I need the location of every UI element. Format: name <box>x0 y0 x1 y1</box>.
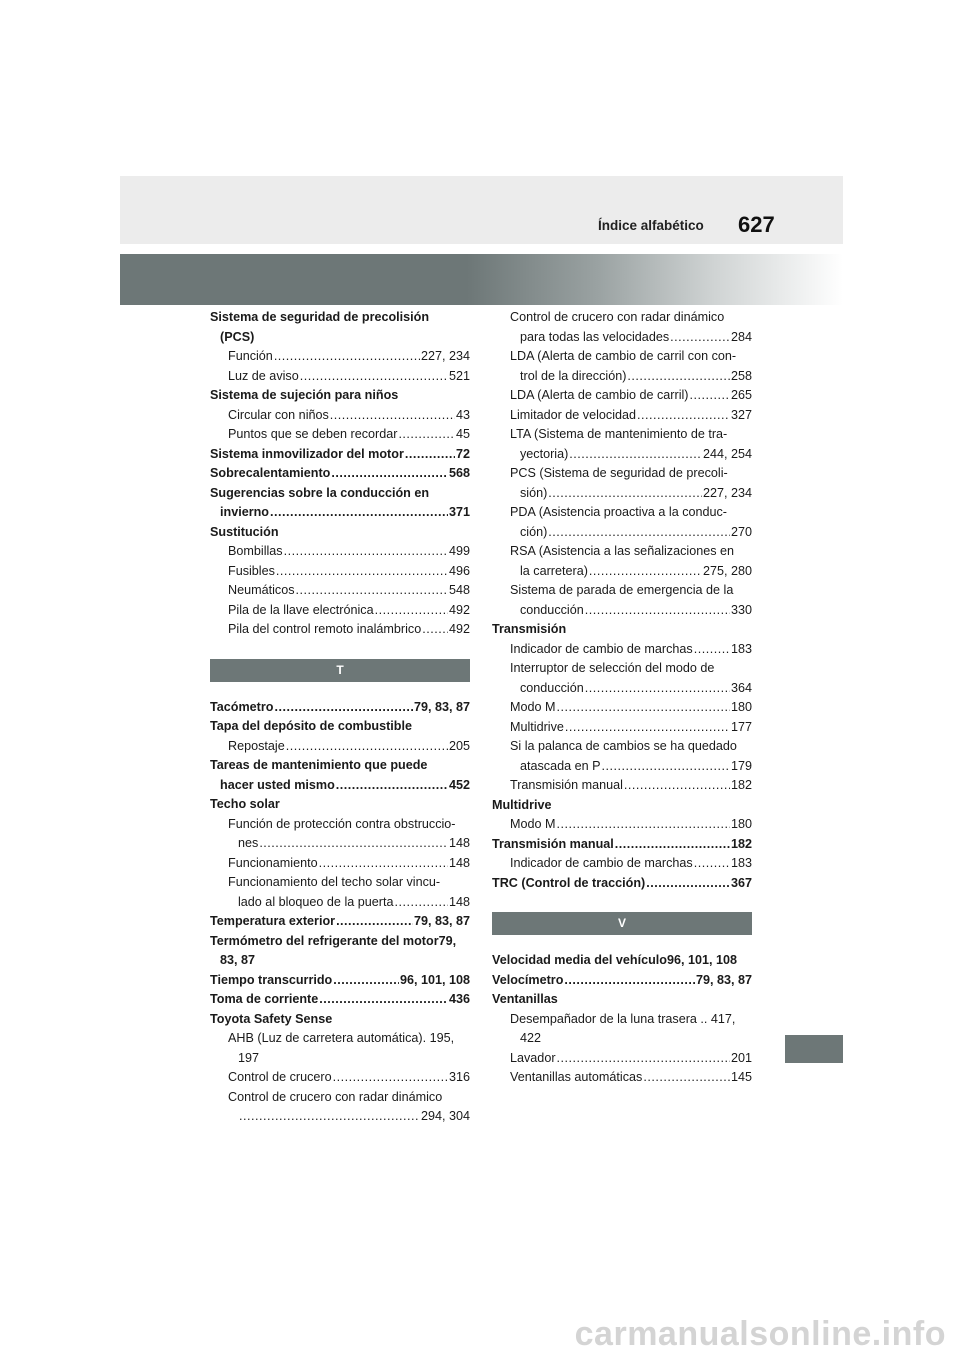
index-entry <box>210 717 470 737</box>
page-reference[interactable]: 177 <box>730 719 752 734</box>
index-entry <box>210 308 470 347</box>
dot-leader <box>336 912 413 932</box>
page-reference[interactable]: 201 <box>730 1050 752 1065</box>
dot-leader <box>557 698 730 718</box>
header-band <box>120 176 843 244</box>
entry-label: Luz de aviso <box>228 368 299 383</box>
entry-label: ción) <box>520 524 548 539</box>
index-subentry <box>492 1049 752 1069</box>
index-subentry <box>492 308 752 347</box>
index-entry <box>210 932 470 971</box>
index-subentry <box>210 406 470 426</box>
dot-leader <box>336 776 448 796</box>
page-reference[interactable]: 183 <box>730 856 752 870</box>
dot-leader <box>569 445 702 465</box>
entry-text: Multidrive <box>492 797 552 812</box>
entry-label: Neumáticos <box>228 583 295 597</box>
dot-leader <box>239 1107 420 1127</box>
entry-text: Sistema de parada de emergencia de la <box>510 583 734 597</box>
index-entry <box>492 971 752 991</box>
dot-leader <box>330 406 455 426</box>
dot-leader <box>333 971 399 991</box>
page-reference[interactable]: 436 <box>448 992 470 1006</box>
index-entry <box>210 698 470 718</box>
entry-label: Bombillas <box>228 544 283 558</box>
chapter-thumb-tab <box>785 1035 843 1063</box>
entry-text: Sistema de seguridad de precolisión <box>210 310 430 324</box>
page-reference[interactable]: 275, 280 <box>702 563 752 578</box>
index-subentry <box>492 659 752 698</box>
dot-leader <box>296 581 448 601</box>
entry-label: Funcionamiento <box>228 855 318 870</box>
dot-leader <box>259 834 448 854</box>
entry-text: 197 <box>238 1050 260 1065</box>
page-reference[interactable]: 179 <box>730 758 752 773</box>
dot-leader <box>565 718 730 738</box>
index-subentry <box>492 1068 752 1088</box>
dot-leader <box>624 776 730 796</box>
page-reference[interactable]: 244, 254 <box>702 446 752 461</box>
entry-label: trol de la dirección) <box>520 368 627 383</box>
page-reference[interactable]: 294, 304 <box>420 1109 470 1123</box>
dot-leader <box>375 601 448 621</box>
dot-leader <box>284 542 448 562</box>
entry-label: yectoria) <box>520 446 569 461</box>
index-entry <box>492 990 752 1010</box>
index-entry <box>210 795 470 815</box>
entry-label: la carretera) <box>520 563 588 578</box>
dot-leader <box>394 893 448 913</box>
index-entry <box>210 445 470 465</box>
index-entry <box>492 951 752 971</box>
entry-text: AHB (Luz de carretera automática). 195, <box>228 1031 455 1045</box>
index-subentry <box>492 464 752 503</box>
chapter-gradient-bar <box>120 254 843 305</box>
watermark-text: carmanualsonline.info <box>574 1315 946 1353</box>
page-reference[interactable]: 548 <box>448 583 470 597</box>
index-subentry <box>492 854 752 874</box>
page-reference[interactable]: 330 <box>730 602 752 617</box>
entry-label: Indicador de cambio de marchas <box>510 641 693 656</box>
entry-text: (PCS) <box>220 329 255 344</box>
page-reference[interactable]: 258 <box>730 368 752 383</box>
entry-label: nes <box>238 836 259 850</box>
page-reference[interactable]: 180 <box>730 817 752 831</box>
entry-label: invierno <box>220 505 269 519</box>
entry-text: Toyota Safety Sense <box>210 1011 333 1026</box>
index-subentry <box>210 815 470 854</box>
page-reference[interactable]: 499 <box>448 544 470 558</box>
index-subentry <box>210 347 470 367</box>
entry-text: Sustitución <box>210 524 279 539</box>
entry-label: Pila de la llave electrónica <box>228 602 374 617</box>
entry-label: Modo M <box>510 817 556 831</box>
index-entry <box>492 796 752 816</box>
dot-leader <box>627 367 730 387</box>
page-reference[interactable]: 265 <box>730 388 752 402</box>
index-subentry <box>210 620 470 640</box>
dot-leader <box>557 1049 730 1069</box>
watermark <box>0 1312 960 1358</box>
page-reference[interactable]: 180 <box>730 700 752 714</box>
index-subentry <box>210 1029 470 1068</box>
dot-leader <box>585 601 730 621</box>
dot-leader <box>589 562 702 582</box>
entry-text: 422 <box>520 1031 542 1045</box>
entry-text: Transmisión <box>492 622 567 636</box>
dot-leader <box>615 835 730 855</box>
dot-leader <box>333 1068 448 1088</box>
index-subentry <box>210 854 470 874</box>
entry-label: Lavador <box>510 1050 556 1065</box>
entry-text: Tareas de mantenimiento que puede <box>210 758 428 772</box>
entry-label: Transmisión manual <box>510 778 623 792</box>
index-entry <box>210 756 470 795</box>
entry-text: Desempañador de la luna trasera .. 417, <box>510 1011 736 1026</box>
entry-label: Fusibles <box>228 563 275 578</box>
entry-label: conducción <box>520 602 584 617</box>
index-entry <box>210 1010 470 1030</box>
index-subentry <box>210 873 470 912</box>
entry-text: LDA (Alerta de cambio de carril con con- <box>510 349 737 363</box>
entry-text: 83, 87 <box>220 953 256 967</box>
dot-leader <box>602 757 730 777</box>
page-reference[interactable]: 270 <box>730 524 752 539</box>
entry-label: Indicador de cambio de marchas <box>510 856 693 870</box>
index-subentry <box>492 698 752 718</box>
dot-leader <box>637 406 730 426</box>
dot-leader <box>286 737 448 757</box>
entry-label: Control de crucero <box>228 1070 332 1084</box>
index-column-right <box>492 308 752 1088</box>
index-subentry <box>492 815 752 835</box>
entry-label: Velocímetro <box>492 972 564 987</box>
dot-leader <box>274 698 413 718</box>
index-entry <box>210 523 470 543</box>
entry-label: Sistema inmovilizador del motor <box>210 446 404 461</box>
page-reference[interactable]: 148 <box>448 894 470 909</box>
entry-label: conducción <box>520 680 584 695</box>
page-reference[interactable]: 327 <box>730 407 752 422</box>
page-reference[interactable]: 371 <box>448 505 470 519</box>
page-reference[interactable]: 145 <box>730 1070 752 1084</box>
page-reference[interactable]: 367 <box>730 875 752 890</box>
index-subentry <box>492 581 752 620</box>
page-reference[interactable]: 492 <box>448 622 470 636</box>
page-reference[interactable]: 227, 234 <box>420 349 470 363</box>
index-subentry <box>492 386 752 406</box>
page-reference[interactable]: 79, 83, 87 <box>413 699 470 714</box>
entry-label: Puntos que se deben recordar <box>228 427 398 441</box>
index-subentry <box>210 542 470 562</box>
index-subentry <box>492 718 752 738</box>
entry-label: Circular con niños <box>228 407 329 422</box>
entry-label: hacer usted mismo <box>220 777 335 792</box>
entry-text: Funcionamiento del techo solar vincu- <box>228 875 441 889</box>
dot-leader <box>694 640 730 660</box>
index-entry <box>210 386 470 406</box>
dot-leader <box>557 815 730 835</box>
dot-leader <box>646 874 730 894</box>
page-reference[interactable]: 79, 83, 87 <box>695 972 752 987</box>
index-subentry <box>492 640 752 660</box>
page-reference[interactable]: 182 <box>730 836 752 851</box>
index-subentry <box>492 406 752 426</box>
index-subentry <box>492 347 752 386</box>
entry-label: Toma de corriente <box>210 992 319 1006</box>
page-reference[interactable]: 521 <box>448 368 470 383</box>
dot-leader <box>564 971 695 991</box>
entry-text: Control de crucero con radar dinámico <box>228 1089 443 1104</box>
page-reference[interactable]: 568 <box>448 466 470 480</box>
dot-leader <box>276 562 448 582</box>
entry-label: lado al bloqueo de la puerta <box>238 894 394 909</box>
entry-text: Velocidad media del vehículo96, 101, 108 <box>492 953 737 967</box>
dot-leader <box>274 347 420 367</box>
entry-label: Función <box>228 349 273 363</box>
page-reference[interactable]: 284 <box>730 329 752 344</box>
entry-label: atascada en P <box>520 758 601 773</box>
index-entry <box>492 620 752 640</box>
page-reference[interactable]: 182 <box>730 778 752 792</box>
page-reference[interactable]: 183 <box>730 641 752 656</box>
dot-leader <box>643 1068 730 1088</box>
index-subentry <box>492 503 752 542</box>
entry-text: Ventanillas <box>492 992 558 1006</box>
entry-text: Interruptor de selección del modo de <box>510 661 715 675</box>
entry-label: Tacómetro <box>210 699 274 714</box>
index-entry <box>210 484 470 523</box>
dot-leader <box>331 464 448 484</box>
index-subentry <box>210 562 470 582</box>
dot-leader <box>548 484 702 504</box>
index-column-left <box>210 308 470 1127</box>
page-reference[interactable]: 227, 234 <box>702 485 752 500</box>
entry-label: LDA (Alerta de cambio de carril) <box>510 388 689 402</box>
dot-leader <box>319 990 448 1010</box>
dot-leader <box>398 425 455 445</box>
entry-label: Limitador de velocidad <box>510 407 637 422</box>
index-subentry <box>492 425 752 464</box>
entry-label: Modo M <box>510 700 556 714</box>
index-subentry <box>492 776 752 796</box>
page-reference[interactable]: 492 <box>448 602 470 617</box>
entry-text: Control de crucero con radar dinámico <box>510 310 725 324</box>
entry-text: Techo solar <box>210 797 280 811</box>
entry-label: sión) <box>520 485 548 500</box>
index-letter-header: T <box>210 659 470 682</box>
page-reference[interactable]: 148 <box>448 855 470 870</box>
page-reference[interactable]: 79, 83, 87 <box>413 914 470 928</box>
page-reference[interactable]: 148 <box>448 836 470 850</box>
dot-leader <box>405 445 455 465</box>
index-letter-header: V <box>492 912 752 935</box>
entry-text: Sistema de sujeción para niños <box>210 388 399 402</box>
index-entry <box>492 835 752 855</box>
index-entry <box>210 990 470 1010</box>
entry-text: PDA (Asistencia proactiva a la conduc- <box>510 505 727 519</box>
section-title: Índice alfabético <box>598 218 704 233</box>
entry-text: Sugerencias sobre la conducción en <box>210 485 430 500</box>
index-subentry <box>492 542 752 581</box>
entry-label: Transmisión manual <box>492 836 614 851</box>
index-entry <box>210 912 470 932</box>
index-entry <box>492 874 752 894</box>
dot-leader <box>319 854 448 874</box>
entry-label: Repostaje <box>228 738 285 753</box>
page-reference[interactable]: 364 <box>730 680 752 695</box>
entry-label: TRC (Control de tracción) <box>492 875 646 890</box>
entry-text: Termómetro del refrigerante del motor79, <box>210 933 457 948</box>
index-entry <box>210 464 470 484</box>
dot-leader <box>670 328 730 348</box>
page-reference[interactable]: 72 <box>455 446 470 461</box>
page-reference[interactable]: 205 <box>448 738 470 753</box>
dot-leader <box>585 679 730 699</box>
dot-leader <box>300 367 448 387</box>
entry-label: para todas las velocidades <box>520 329 670 344</box>
entry-label: Sobrecalentamiento <box>210 466 331 480</box>
index-subentry <box>492 737 752 776</box>
dot-leader <box>694 854 730 874</box>
index-subentry <box>210 737 470 757</box>
page-reference[interactable]: 43 <box>455 407 470 422</box>
entry-text: Función de protección contra obstruccio- <box>228 816 456 831</box>
index-entry <box>210 971 470 991</box>
page-reference[interactable]: 96, 101, 108 <box>399 972 470 987</box>
entry-label: Temperatura exterior <box>210 914 336 928</box>
page-reference[interactable]: 316 <box>448 1070 470 1084</box>
entry-text: Si la palanca de cambios se ha quedado <box>510 739 737 753</box>
entry-text: RSA (Asistencia a las señalizaciones en <box>510 544 735 558</box>
page-reference[interactable]: 496 <box>448 563 470 578</box>
entry-text: LTA (Sistema de mantenimiento de tra- <box>510 427 728 441</box>
index-subentry <box>210 1068 470 1088</box>
entry-label: Multidrive <box>510 719 564 734</box>
index-subentry <box>210 581 470 601</box>
entry-label: Tiempo transcurrido <box>210 972 333 987</box>
page-reference[interactable]: 452 <box>448 777 470 792</box>
index-subentry <box>210 367 470 387</box>
page-number: 627 <box>738 212 775 237</box>
entry-text: Tapa del depósito de combustible <box>210 719 412 733</box>
dot-leader <box>689 386 730 406</box>
dot-leader <box>270 503 448 523</box>
index-subentry <box>210 601 470 621</box>
dot-leader <box>548 523 730 543</box>
index-subentry <box>210 425 470 445</box>
index-subentry <box>210 1088 470 1127</box>
dot-leader <box>422 620 448 640</box>
entry-label: Ventanillas automáticas <box>510 1070 643 1084</box>
index-subentry <box>492 1010 752 1049</box>
page-reference[interactable]: 45 <box>455 427 470 441</box>
entry-text: PCS (Sistema de seguridad de precoli- <box>510 466 728 480</box>
entry-label: Pila del control remoto inalámbrico <box>228 622 422 636</box>
